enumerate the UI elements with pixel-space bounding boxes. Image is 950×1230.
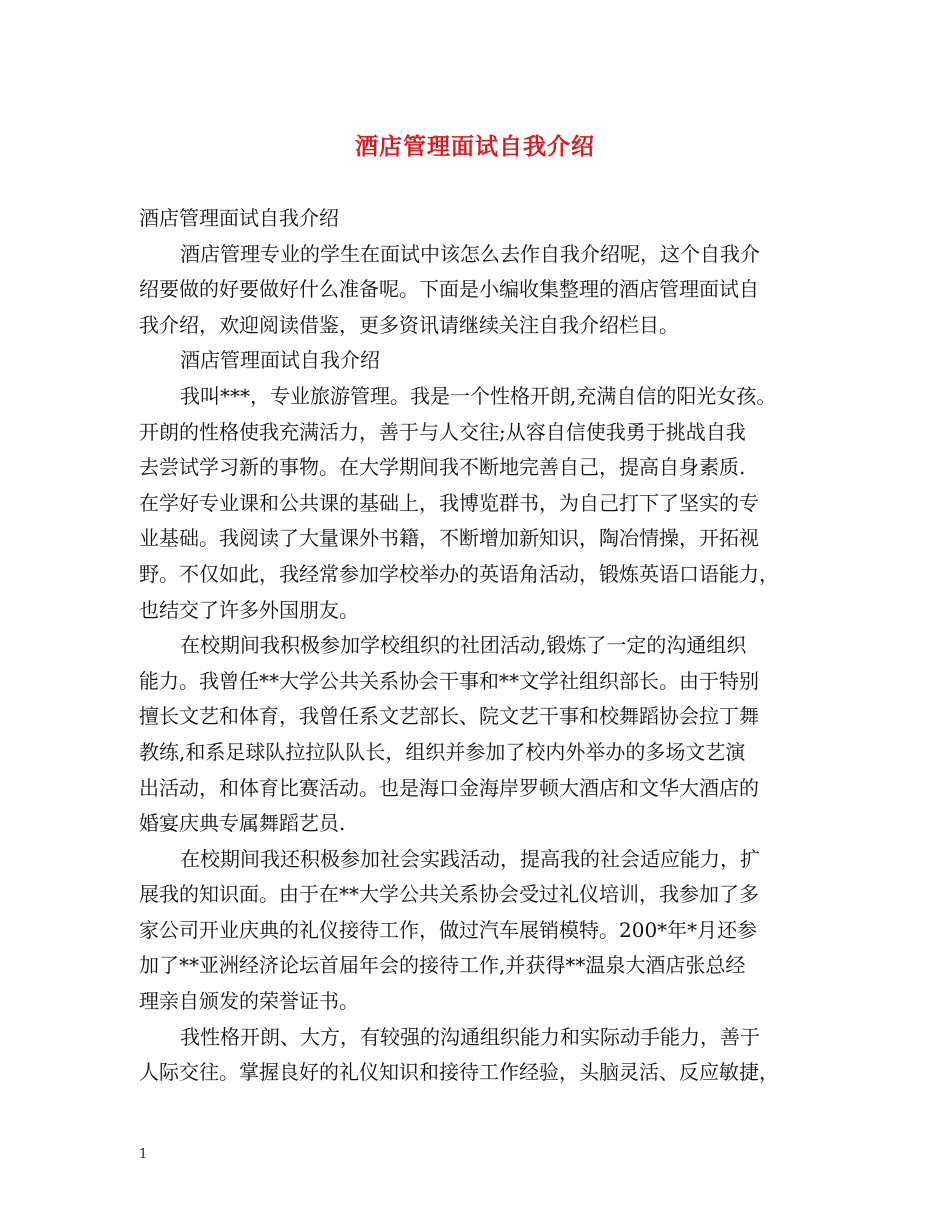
text-line: 婚宴庆典专属舞蹈艺员. (139, 811, 346, 836)
text-line: 我叫***，专业旅游管理。我是一个性格开朗,充满自信的阳光女孩。 (180, 383, 777, 408)
text-line: 酒店管理专业的学生在面试中该怎么去作自我介绍呢，这个自我介 (180, 241, 760, 266)
text-line: 绍要做的好要做好什么准备呢。下面是小编收集整理的酒店管理面试自 (139, 277, 759, 302)
text-line: 家公司开业庆典的礼仪接待工作，做过汽车展销模特。200*年*月还参 (139, 917, 758, 942)
text-line: 加了**亚洲经济论坛首届年会的接待工作,并获得**温泉大酒店张总经 (139, 953, 746, 978)
text-line: 去尝试学习新的事物。在大学期间我不断地完善自己，提高自身素质. (139, 455, 746, 480)
text-line: 我介绍，欢迎阅读借鉴，更多资讯请继续关注自我介绍栏目。 (139, 312, 679, 337)
text-line: 业基础。我阅读了大量课外书籍，不断增加新知识，陶冶情操，开拓视 (139, 526, 759, 551)
document-body (139, 201, 824, 1091)
text-line: 开朗的性格使我充满活力，善于与人交往;从容自信使我勇于挑战自我 (139, 419, 746, 444)
text-line: 我性格开朗、大方，有较强的沟通组织能力和实际动手能力，善于 (180, 1024, 760, 1049)
text-line: 酒店管理面试自我介绍 (180, 348, 380, 373)
text-line: 能力。我曾任**大学公共关系协会干事和**文学社组织部长。由于特别 (139, 668, 759, 693)
document-title: 酒店管理面试自我介绍 (355, 133, 595, 160)
text-line: 也结交了许多外国朋友。 (139, 597, 359, 622)
text-line: 出活动，和体育比赛活动。也是海口金海岸罗顿大酒店和文华大酒店的 (139, 775, 759, 800)
text-line: 展我的知识面。由于在**大学公共关系协会受过礼仪培训，我参加了多 (139, 882, 759, 907)
text-line: 在学好专业课和公共课的基础上，我博览群书，为自己打下了坚实的专 (139, 490, 759, 515)
text-line: 酒店管理面试自我介绍 (139, 206, 339, 230)
text-line: 教练,和系足球队拉拉队队长，组织并参加了校内外举办的多场文艺演 (139, 739, 746, 764)
text-line: 理亲自颁发的荣誉证书。 (139, 989, 359, 1014)
text-line: 擅长文艺和体育，我曾任系文艺部长、院文艺干事和校舞蹈协会拉丁舞 (139, 704, 759, 729)
text-line: 人际交往。掌握良好的礼仪知识和接待工作经验，头脑灵活、反应敏捷， (139, 1060, 779, 1085)
text-line: 在校期间我积极参加学校组织的社团活动,锻炼了一定的沟通组织 (180, 633, 747, 658)
text-line: 在校期间我还积极参加社会实践活动，提高我的社会适应能力，扩 (180, 846, 760, 871)
text-line: 野。不仅如此，我经常参加学校举办的英语角活动，锻炼英语口语能力， (139, 561, 779, 586)
page-number: 1 (139, 1147, 148, 1162)
